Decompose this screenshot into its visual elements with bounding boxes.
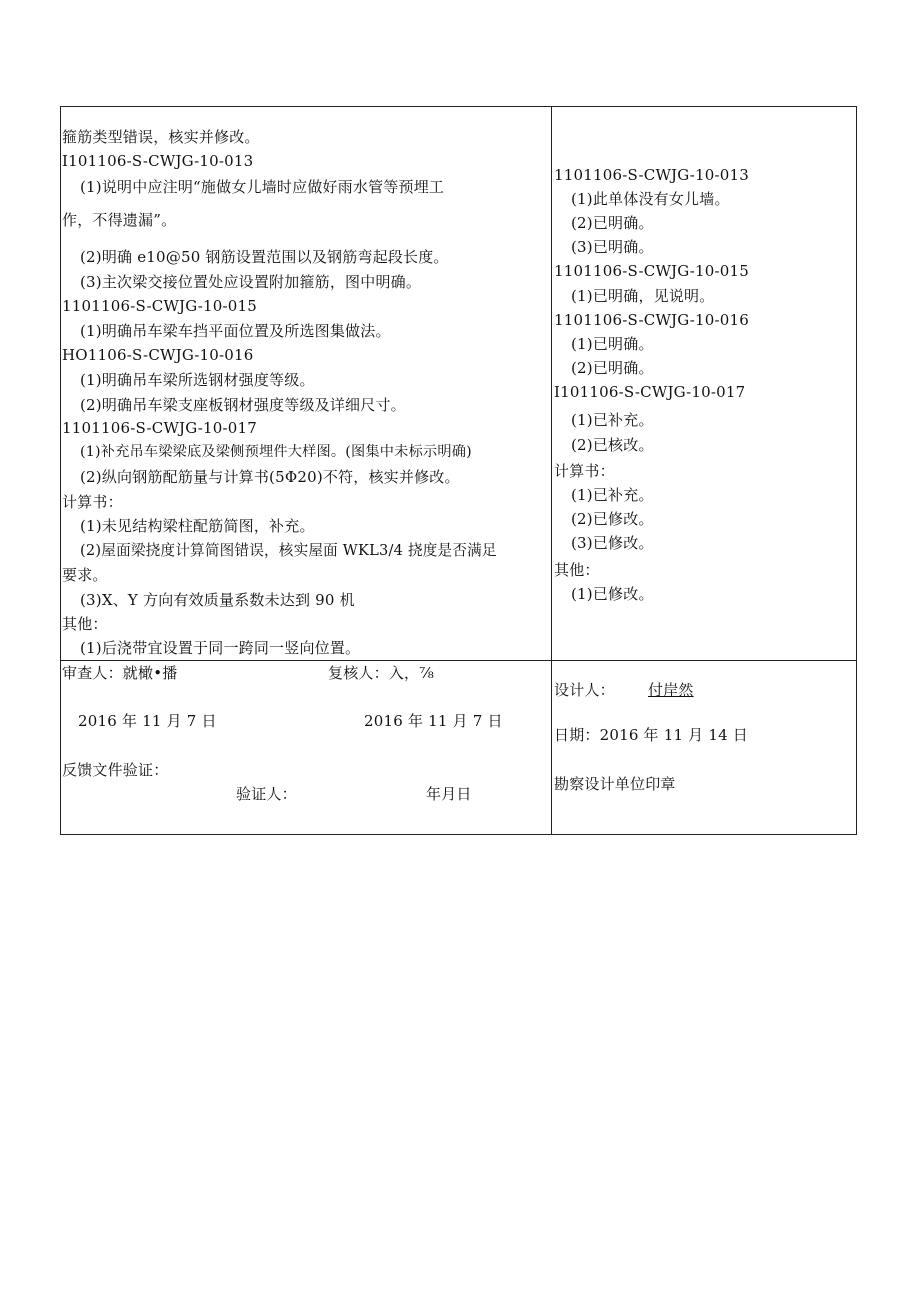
review-line: (3)主次梁交接位置处应设置附加箍筋，图中明确。 bbox=[80, 273, 422, 291]
review-drawing-id: I101106-S-CWJG-10-013 bbox=[62, 152, 254, 170]
review-line: (1)未见结构梁柱配筋简图，补充。 bbox=[80, 517, 315, 535]
review-line: (1)明确吊车梁所选钢材强度等级。 bbox=[80, 371, 315, 389]
design-unit-seal: 勘察设计单位印章 bbox=[554, 775, 676, 793]
reply-line: (1)已补充。 bbox=[571, 411, 654, 429]
reviewer-date: 2016 年 11 月 7 日 bbox=[78, 712, 217, 730]
review-line: (2)明确吊车梁支座板钢材强度等级及详细尺寸。 bbox=[80, 396, 406, 414]
review-drawing-id: HO1106-S-CWJG-10-016 bbox=[62, 346, 254, 364]
column-divider bbox=[551, 106, 552, 835]
design-date: 日期：2016 年 11 月 14 日 bbox=[554, 726, 748, 744]
reply-drawing-id: 1101106-S-CWJG-10-015 bbox=[554, 262, 749, 280]
reply-drawing-id: 1101106-S-CWJG-10-016 bbox=[554, 311, 749, 329]
review-line: (2)明确 e10@50 钢筋设置范围以及钢筋弯起段长度。 bbox=[80, 248, 449, 266]
reply-line: (1)已明确，见说明。 bbox=[571, 287, 715, 305]
review-section-heading: 计算书： bbox=[62, 493, 123, 511]
reply-line: (2)已核改。 bbox=[571, 436, 654, 454]
checker-date: 2016 年 11 月 7 日 bbox=[364, 712, 503, 730]
reply-line: (2)已修改。 bbox=[571, 510, 654, 528]
reply-line: (1)此单体没有女儿墙。 bbox=[571, 190, 730, 208]
review-drawing-id: 1101106-S-CWJG-10-015 bbox=[62, 297, 257, 315]
review-line: 要求。 bbox=[62, 566, 108, 584]
reply-line: (1)已修改。 bbox=[571, 585, 654, 603]
review-line: (1)说明中应注明“施做女儿墙时应做好雨水管等预埋工 bbox=[80, 178, 445, 196]
reviewer-signature: 审查人：就橄•播 bbox=[62, 664, 178, 682]
feedback-verification-label: 反馈文件验证： bbox=[62, 761, 169, 779]
row-divider bbox=[60, 660, 857, 661]
reply-drawing-id: I101106-S-CWJG-10-017 bbox=[554, 383, 746, 401]
review-line: (2)屋面梁挠度计算简图错误，核实屋面 WKL3/4 挠度是否满足 bbox=[80, 542, 497, 559]
reply-line: (1)已明确。 bbox=[571, 335, 654, 353]
reply-line: (2)已明确。 bbox=[571, 359, 654, 377]
reply-section-heading: 其他： bbox=[554, 561, 600, 579]
review-drawing-id: 1101106-S-CWJG-10-017 bbox=[62, 419, 257, 437]
reply-line: (3)已明确。 bbox=[571, 238, 654, 256]
reply-line: (1)已补充。 bbox=[571, 486, 654, 504]
reply-line: (2)已明确。 bbox=[571, 214, 654, 232]
reply-drawing-id: 1101106-S-CWJG-10-013 bbox=[554, 166, 749, 184]
review-section-heading: 其他： bbox=[62, 615, 108, 633]
verifier-label: 验证人： bbox=[236, 785, 297, 803]
reply-section-heading: 计算书： bbox=[554, 462, 615, 480]
review-line: 箍筋类型错误，核实并修改。 bbox=[62, 128, 260, 146]
review-line: (1)明确吊车梁车挡平面位置及所选图集做法。 bbox=[80, 322, 391, 340]
review-line: (2)纵向钢筋配筋量与计算书(5Φ20)不符，核实并修改。 bbox=[80, 468, 460, 486]
review-line: 作，不得遗漏”。 bbox=[62, 211, 177, 229]
designer-label: 设计人： bbox=[554, 681, 615, 699]
verify-date: 年月日 bbox=[426, 785, 472, 803]
review-line: (1)后浇带宜设置于同一跨同一竖向位置。 bbox=[80, 639, 361, 657]
checker-signature: 复核人：入，⅞ bbox=[328, 664, 434, 682]
reply-line: (3)已修改。 bbox=[571, 534, 654, 552]
designer-name: 付岸然 bbox=[648, 681, 694, 699]
review-line: (1)补充吊车梁梁底及梁侧预埋件大样图。(图集中未标示明确) bbox=[80, 444, 472, 460]
review-line: (3)X、Y 方向有效质量系数未达到 90 机 bbox=[80, 591, 355, 609]
